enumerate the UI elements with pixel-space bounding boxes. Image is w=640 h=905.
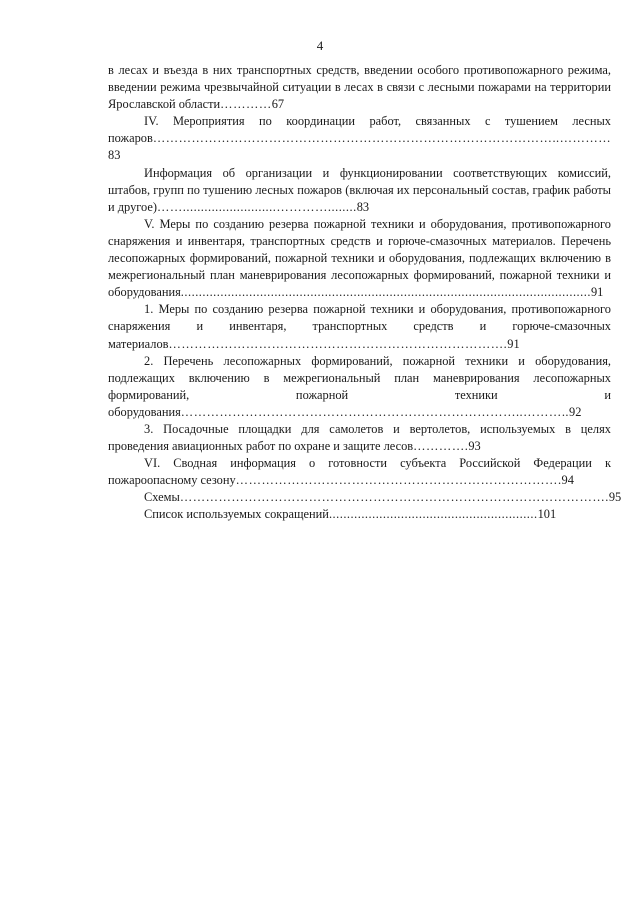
toc-leader-dots: .......................................................... (328, 507, 538, 522)
toc-entry-fire-regime-continuation (108, 62, 611, 113)
toc-entry-text: IV. Мероприятия по координации работ, связанных с тушением лесных пожаров (108, 114, 611, 146)
toc-leader-dots: …………………………………………………………………. (235, 473, 562, 488)
toc-entry-text: V. Меры по созданию резерва пожарной техники и оборудования, противопожарного снаряжения и инвентаря, транспортных средств и горюче-смазочных материалов. Перечень лесопожарных формирований, пожарной техники и оборудования, подлежащих включению в межрегиональный план маневрирования лесопожарных формирований, пожарной техники и оборудования (108, 216, 611, 300)
toc-entry-text: Схемы (144, 490, 180, 505)
table-of-contents (108, 62, 622, 524)
toc-leader-dots: ……………………………………………………………………. (168, 336, 508, 351)
toc-leader-dots: ………… (220, 97, 272, 112)
page-number: 4 (316, 38, 324, 53)
toc-entry-text: 2. Перечень лесопожарных формирований, пожарной техники и оборудования, подлежащих включению в межрегиональный план маневрирования лесопожарных формирований, пожарной техники и оборудования (108, 353, 611, 419)
toc-page-number: 94 (561, 473, 574, 488)
toc-entry-text: 1. Меры по созданию резерва пожарной техники и оборудования, противопожарного снаряжения и инвентаря, транспортных средств и горюче-смазочных материалов (108, 302, 611, 351)
toc-entry-section-v-1 (108, 301, 611, 352)
toc-page-number: 95 (608, 490, 622, 505)
toc-entry-section-v-3 (108, 421, 611, 455)
toc-entry-text: в лесах и въезда в них транспортных средств, введении особого противопожарного режима, введении режима чрезвычайной ситуации в лесах в связи с лесными пожарами на территории Ярославской области (108, 63, 611, 112)
toc-leader-dots: ……..........................…………........ (157, 199, 357, 214)
toc-leader-dots: …………. (413, 439, 469, 454)
toc-entry-commissions-info (108, 165, 611, 216)
toc-entry-text: Информация об организации и функционировании соответствующих комиссий, штабов, групп по тушению лесных пожаров (включая их персональный состав, график работы и другое) (108, 165, 611, 214)
toc-entry-section-v-2 (108, 353, 611, 421)
toc-page-number: 83 (356, 199, 370, 214)
toc-leader-dots: .................................................................................................................. (180, 285, 591, 300)
toc-entry-text: VI. Сводная информация о готовности субъекта Российской Федерации к пожароопасному сезону (108, 456, 611, 488)
toc-entry-section-vi (108, 455, 611, 489)
toc-entry-section-iv (108, 113, 611, 164)
toc-page-number: 83 (108, 148, 121, 163)
toc-entry-abbreviations (108, 506, 611, 523)
toc-leader-dots: ………………………………………………………………………………………. (179, 490, 609, 505)
toc-page-number: 101 (537, 507, 557, 522)
toc-entry-text: 3. Посадочные площадки для самолетов и вертолетов, используемых в целях проведения авиационных работ по охране и защите лесов (108, 421, 611, 454)
toc-page-number: 91 (590, 285, 604, 300)
toc-page-number: 93 (468, 439, 481, 454)
toc-entry-schemes (108, 489, 622, 506)
toc-page-number: 67 (271, 97, 285, 112)
toc-leader-dots: …………………………………………………………………………………..………… (152, 131, 612, 146)
toc-leader-dots: ……………………………………………………………………..……….. (180, 404, 570, 419)
toc-page-number: 91 (507, 336, 520, 351)
toc-entry-text: Список используемых сокращений (144, 507, 329, 522)
toc-entry-section-v (108, 216, 611, 301)
toc-page-number: 92 (569, 404, 582, 419)
